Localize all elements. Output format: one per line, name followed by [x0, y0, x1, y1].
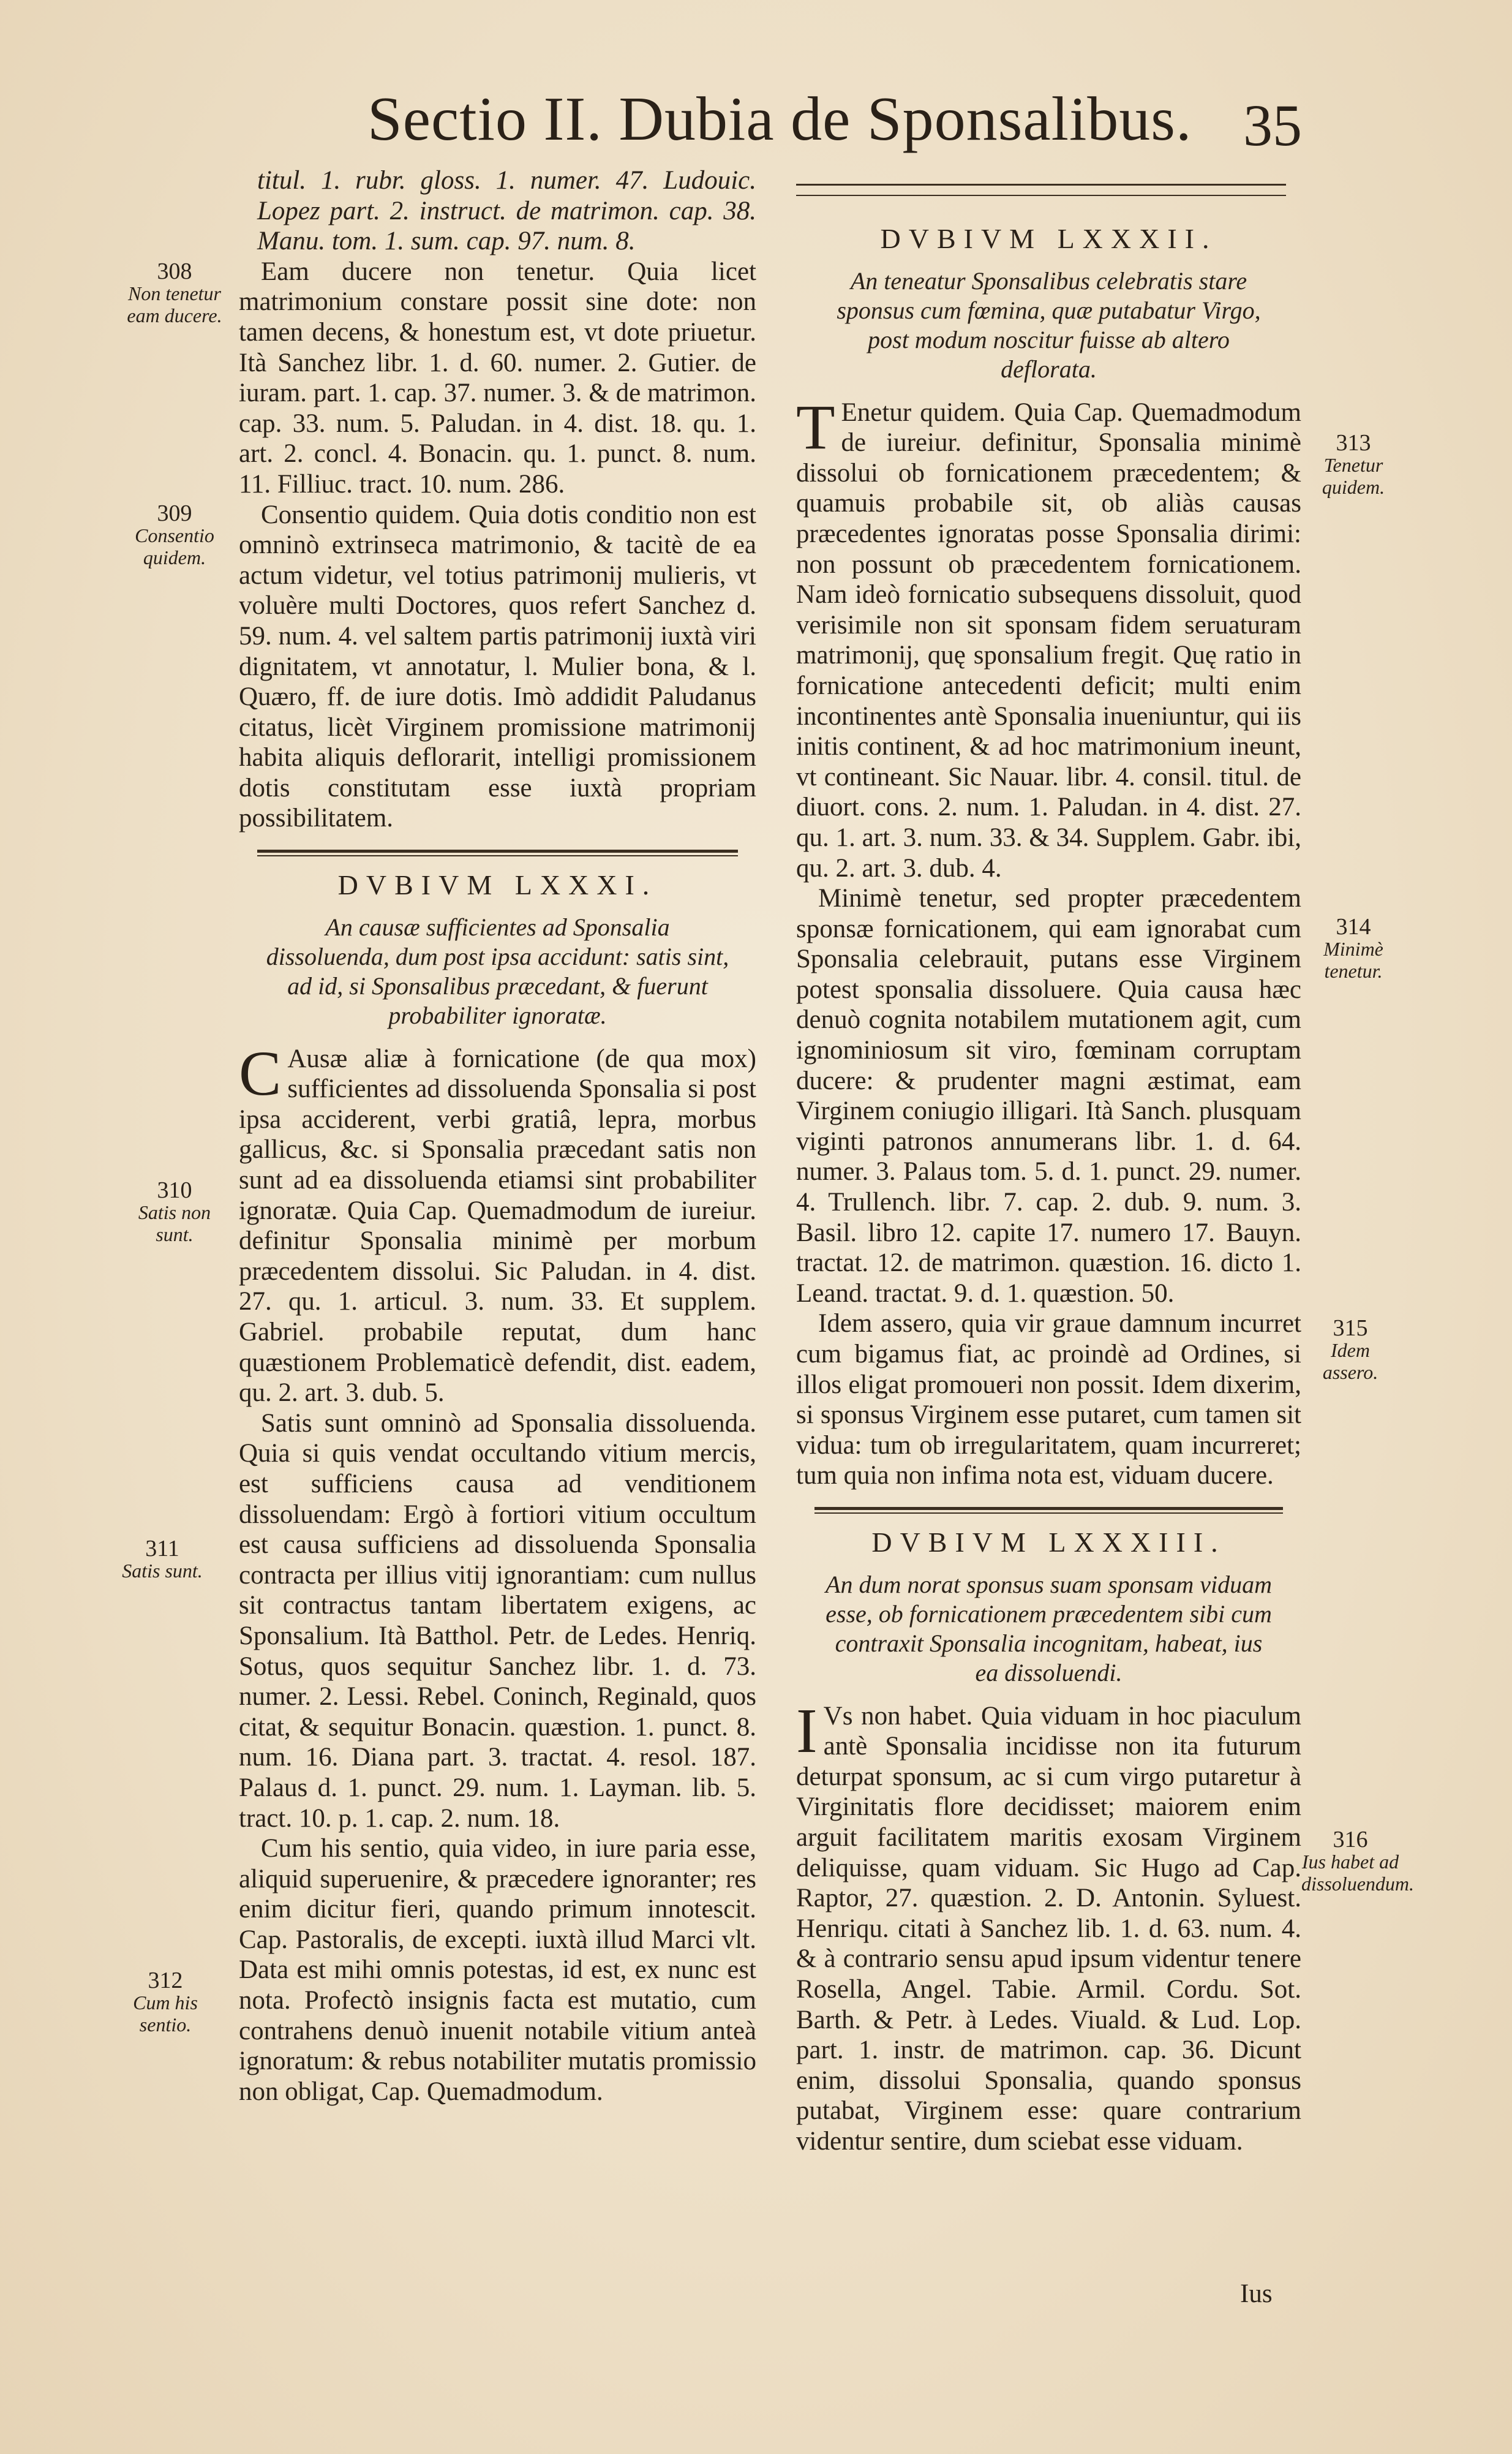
dubium-81-title: DVBIVM LXXXI. [337, 869, 658, 901]
right-column [796, 224, 1301, 2156]
margin-note-311: 311 Satis sunt. [122, 1536, 203, 1582]
dubium-82-title: DVBIVM LXXXII. [880, 223, 1217, 254]
paragraph-311: Satis sunt omninò ad Sponsalia dissoluenda. Quia si quis vendat occultando vitium mercis, est sufficiens causa ad venditionem dissoluendam: Ergò à fortiori vitium occultum est causa sufficiens ad dissoluenda Sponsalia contracta per illius vitij ignorantiam: cum nullus sit contractus tantam libertatem exigens, ac Sponsalium. Ità Batthol. Petr. de Ledes. Henriq. Sotus, quos sequitur Sanchez libr. 1. d. 73. numer. 2. Lessi. Rebel. Coninch, Reginald, quos citat, & sequitur Bonacin. quæstion. 1. punct. 8. num. 16. Diana part. 3. tractat. 4. resol. 187. Palaus d. 1. punct. 29. num. 1. Layman. lib. 5. tract. 10. p. 1. cap. 2. num. 18. [239, 1408, 756, 1833]
paragraph-313 [796, 391, 1301, 884]
paragraph-312: Cum his sentio, quia video, in iure paria esse, aliquid superuenire, & præcedere ignoranter; res enim dicitur fieri, quando primum innotescit. Cap. Pastoralis, de excepti. iuxtà illud Marci vlt. Data est mihi omnis potestas, id est, ex nunc est nota. Profectò insignis facta est mutatio, cum contrahens denuò inuenit notabile vitium anteà ignoratum: & rebus notabiliter mutatis promissio non obligat, Cap. Quemadmodum. [239, 1834, 756, 2106]
dubium-81-question: An causæ sufficientes ad Sponsalia dissoluenda, dum post ipsa accidunt: satis sint, ad id, si Sponsalibus præcedant, & fuerunt probabiliter ignoratæ. [266, 913, 729, 1029]
margin-note-313: 313 Tenetur quidem. [1322, 430, 1385, 498]
left-column [239, 165, 756, 2107]
dubium-83-title: DVBIVM LXXXIII. [871, 1526, 1226, 1558]
paragraph-316-text: Vs non habet. Quia viduam in hoc piaculum antè Sponsalia incidisse non ita futurum deturpat sponsum, ac si cum virgo putaretur à Virginitatis flore decidisset; maiorem enim arguit facilitatem maritis exosam Virginem deliquisse, quam viduam. Sic Hugo ad Cap. Raptor, 27. quæstion. 2. D. Antonin. Syluest. Henriqu. citati à Sanchez lib. 1. d. 63. num. 4. & à contrario sensu apud ipsum videntur tenere Rosella, Angel. Tabie. Armil. Cordu. Sot. Barth. & Petr. à Ledes. Viuald. & Lud. Lop. part. 1. instr. de matrimon. cap. 36. Dicunt enim, dissolui Sponsalia, quando sponsus putabat, Virginem esse: quare contrarium videntur sentire, dum sciebat esse viduam. [796, 1701, 1301, 2156]
margin-note-315: 315 Idem assero. [1322, 1315, 1378, 1383]
paragraph-310-text: Ausæ aliæ à fornicatione (de qua mox) sufficientes ad dissoluenda Sponsalia si post ipsa acciderent, verbi gratiâ, lepra, morbus gallicus, &c. si Sponsalia præcedant satis non sunt ad ea dissoluenda etiamsi sint probabiliter ignoratæ. Quia Cap. Quemadmodum de iureiur. definitur Sponsalia minimè per morbum præcedentem dissolui. Sic Paludan. in 4. dist. 27. qu. 1. articul. 3. num. 33. Et supplem. Gabriel. probabile reputat, dum hanc quæstionem Problematicè defendit, dist. eadem, qu. 2. art. 3. dub. 5. [239, 1044, 756, 1408]
header-rule [796, 184, 1286, 186]
margin-note-310: 310 Satis non sunt. [138, 1177, 211, 1245]
paragraph-313-text: Enetur quidem. Quia Cap. Quemadmodum de iureiur. definitur, Sponsalia minimè dissolui ob fornicationem præcedentem; & quamuis probabile sit, ob aliàs causas præcedentes ignoratas posse Sponsalia dirimi: non possunt ob præcedentem fornicationem. Nam ideò fornicatio subsequens dissoluit, quod verisimile non sit sponsam fidem seruaturam matrimonij, quę sponsalium fregit. Quę ratio in fornicatione antecedenti deficit; multi enim incontinentes antè Sponsalia inueniuntur, qui iis initis continent, & ad hoc matrimonium ineunt, vt contineant. Sic Nauar. libr. 4. consil. titul. de diuort. cons. 2. num. 1. Paludan. in 4. dist. 27. qu. 1. art. 3. num. 33. & 34. Supplem. Gabr. ibi, qu. 2. art. 3. dub. 4. [796, 398, 1301, 883]
paragraph-309: Consentio quidem. Quia dotis conditio non est omninò extrinseca matrimonio, & tacitè de ea actum videtur, vel totius patrimonij mulieris, vt voluère multi Doctores, quos refert Sanchez d. 59. num. 4. vel saltem partis patrimonij iuxtà viri dignitatem, vt annotatur, l. Mulier bona, & l. Quæro, ff. de iure dotis. Imò addidit Paludanus citatus, licèt Virginem promissione matrimonij habita aliquis deflorarit, intelligi promissionem dotis constitutam esse iuxtà propriam possibilitatem. [239, 500, 756, 833]
dubium-83-question: An dum norat sponsus suam sponsam viduam esse, ob fornicationem præcedentem sibi cum contraxit Sponsalia incognitam, habeat, ius ea dissoluendi. [826, 1570, 1272, 1686]
running-head: Sectio II. Dubia de Sponsalibus. [367, 85, 1192, 154]
margin-note-308: 308 Non tenetur eam ducere. [127, 259, 222, 327]
margin-note-314: 314 Minimè tenetur. [1323, 914, 1383, 982]
paragraph-310 [239, 1038, 756, 1408]
margin-note-312: 312 Cum his sentio. [133, 1968, 198, 2036]
paragraph-314: Minimè tenetur, sed propter præcedentem sponsæ fornicationem, qui eam ignorabat cum Sponsalia celebrauit, putans esse Virginem potest sponsalia dissoluere. Quia causa hæc denuò cognita notabilem mutationem agit, cum ignominiosum sit viro, fœminam corruptam ducere: & prudenter magni æstimat, eam Virginem coniugio illigari. Ità Sanch. plusquam viginti patronos annumerans libr. 1. d. 64. numer. 3. Palaus tom. 5. d. 1. punct. 29. numer. 4. Trullench. libr. 7. cap. 2. dub. 9. num. 3. Basil. libro 12. capite 17. numero 17. Bauyn. tractat. 12. de matrimon. quæstion. 16. dicto 1. Leand. tractat. 9. d. 1. quæstion. 50. [796, 884, 1301, 1308]
paragraph-308: Eam ducere non tenetur. Quia licet matrimonium constare possit sine dote: non tamen decens, & honestum est, vt dote priuetur. Ità Sanchez libr. 1. d. 60. numer. 2. Gutier. de iuram. part. 1. cap. 37. numer. 3. & de matrimon. cap. 33. num. 5. Paludan. in 4. dist. 18. qu. 1. art. 2. concl. 4. Bonacin. qu. 1. punct. 8. num. 11. Filliuc. tract. 10. num. 286. [239, 257, 756, 499]
header-rule-secondary [796, 195, 1286, 196]
margin-note-309: 309 Consentio quidem. [135, 500, 214, 568]
section-divider [814, 1507, 1283, 1510]
drop-cap: C [239, 1038, 282, 1109]
paragraph-315: Idem assero, quia vir graue damnum incurret cum bigamus fiat, ac proindè ad Ordines, si illos eligat promoueri non possit. Idem dixerim, si sponsus Virginem esse putaret, cum tamen sit vidua: tum ob irregularitatem, quam incurreret; tum quia non infima nota est, viduam ducere. [796, 1309, 1301, 1490]
drop-cap: T [796, 391, 835, 462]
paragraph-continuation: titul. 1. rubr. gloss. 1. numer. 47. Ludouic. Lopez part. 2. instruct. de matrimon. cap. 38. Manu. tom. 1. sum. cap. 97. num. 8. [257, 166, 756, 256]
drop-cap: I [796, 1695, 818, 1766]
margin-note-316: 316 Ius habet ad dissoluendum. [1301, 1827, 1414, 1895]
catchword: Ius [1240, 2279, 1273, 2308]
paragraph-316 [796, 1695, 1301, 2157]
dubium-82-question: An teneatur Sponsalibus celebratis stare sponsus cum fœmina, quæ putabatur Virgo, post modum noscitur fuisse ab altero deflorata. [837, 266, 1261, 383]
section-divider [257, 850, 738, 853]
page-number: 35 [1243, 92, 1302, 158]
